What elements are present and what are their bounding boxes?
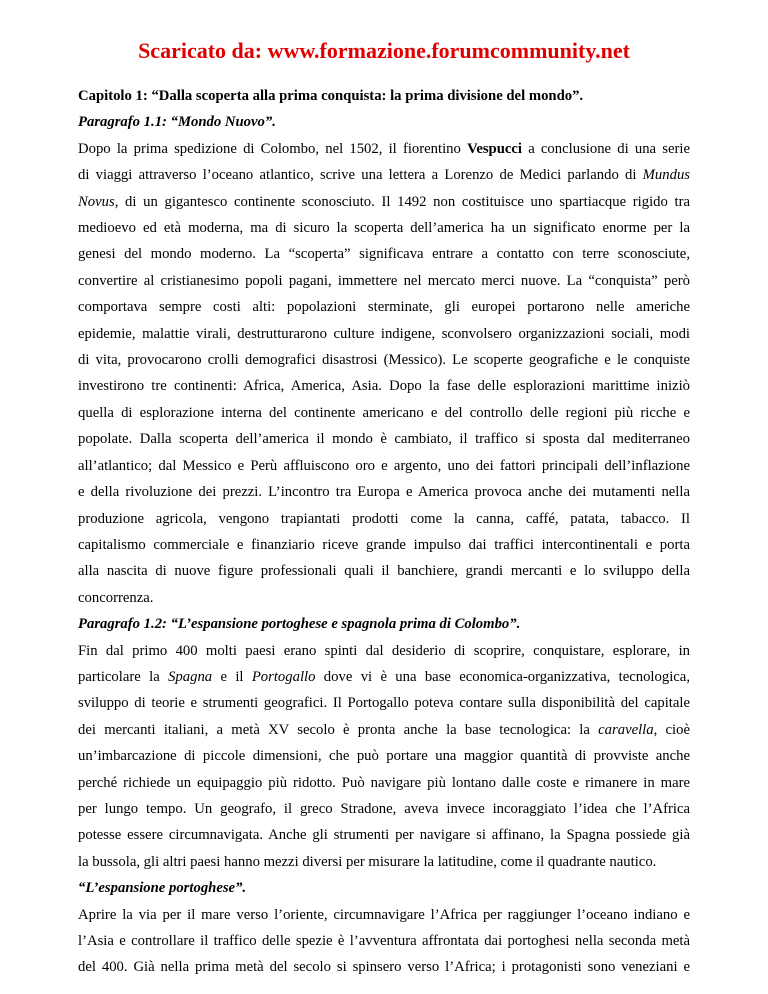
text-line: concorrenza. bbox=[78, 589, 154, 606]
text-line: sviluppo di teorie e strumenti geografici. Il Portogallo poteva contare sulla disponibilità del capitale bbox=[78, 695, 690, 712]
text-line: popolate. Dalla scoperta dell’america il mondo è cambiato, il traffico si sposta dal mediterraneo bbox=[78, 431, 690, 448]
text-line: la bussola, gli altri paesi hanno mezzi diversi per misurare la latitudine, come il quadrante nautico. bbox=[78, 853, 657, 870]
text-line: per lungo tempo. Un geografo, il greco Stradone, aveva invece incoraggiato l’idea che l’Africa bbox=[78, 800, 690, 817]
text-run: e il bbox=[212, 668, 252, 685]
text-line: Fin dal primo 400 molti paesi erano spinti dal desiderio di scoprire, conquistare, esplorare, in bbox=[78, 642, 690, 659]
text-run: , cioè bbox=[653, 721, 690, 738]
text-line: genesi del mondo moderno. La “scoperta” significava entrare a contatto con terre sconosciute, bbox=[78, 246, 690, 263]
text-line: l’Asia e controllare il traffico delle spezie è l’avventura affrontata dai portoghesi nella seconda metà bbox=[78, 933, 690, 949]
text-run-italic: Mundus bbox=[642, 167, 690, 184]
text-line: e della rivoluzione dei prezzi. L’incontro tra Europa e America provoca anche dei mutamenti nella bbox=[78, 484, 690, 501]
text-line: investirono tre continenti: Africa, America, Asia. Dopo la fase delle esplorazioni marittime iniziò bbox=[78, 378, 690, 395]
paragraph-body bbox=[78, 136, 690, 611]
text-run-italic: Spagna bbox=[168, 668, 213, 685]
paragraph-body bbox=[78, 638, 690, 876]
text-run: di viaggi attraverso l’oceano atlantico, scrive una lettera a Lorenzo de Medici parlando di bbox=[78, 167, 643, 184]
text-run: particolare la bbox=[78, 668, 169, 685]
source-header: Scaricato da: www.formazione.forumcommunity.net bbox=[138, 38, 630, 63]
text-line bbox=[78, 189, 690, 215]
text-line: medioevo ed età moderna, ma di sicuro la scoperta dell’america ha un significato enorme per la bbox=[78, 220, 690, 237]
text-run: dei mercanti italiani, a metà XV secolo è pronta anche la base tecnologica: la bbox=[78, 721, 599, 738]
text-line: un’imbarcazione di piccole dimensioni, che può portare una maggior quantità di provviste anche bbox=[78, 748, 690, 765]
text-run-italic: Novus bbox=[78, 193, 115, 210]
text-run: a conclusione di una serie bbox=[522, 140, 690, 157]
text-line bbox=[78, 136, 690, 162]
text-line bbox=[78, 717, 690, 743]
text-line: alla nascita di nuove figure professionali quali il banchiere, grandi mercanti e lo sviluppo della bbox=[78, 563, 690, 580]
text-line: del 400. Già nella prima metà del secolo si spinsero verso l’Africa; i protagonisti sono veneziani e bbox=[78, 959, 690, 976]
paragraph-heading: Paragrafo 1.2: “L’espansione portoghese e spagnola prima di Colombo”. bbox=[78, 616, 521, 633]
text-run-bold: Vespucci bbox=[467, 140, 523, 157]
text-line bbox=[78, 162, 690, 188]
chapter-title: Capitolo 1: “Dalla scoperta alla prima conquista: la prima divisione del mondo”. bbox=[78, 88, 584, 104]
paragraph-body bbox=[78, 902, 690, 981]
text-line: epidemie, malattie virali, destrutturarono culture indigene, sconvolsero organizzazioni sociali, modi bbox=[78, 325, 690, 342]
text-line: produzione agricola, vengono trapiantati prodotti come la canna, caffé, patata, tabacco. Il bbox=[78, 510, 690, 527]
text-line: capitalismo commerciale e finanziario riceve grande impulso dai traffici intercontinentali e porta bbox=[78, 536, 690, 553]
paragraph-heading: Paragrafo 1.1: “Mondo Nuovo”. bbox=[78, 114, 276, 131]
text-line: di vita, provocarono crolli demografici disastrosi (Messico). Le scoperte geografiche e le conquiste bbox=[78, 352, 690, 369]
text-line bbox=[78, 664, 690, 690]
text-run-italic: caravella bbox=[598, 721, 654, 738]
text-line: perché richiede un equipaggio più ridotto. Può navigare più lontano dalle coste e rimanere in mare bbox=[78, 774, 690, 791]
text-run-italic: Portogallo bbox=[251, 668, 316, 685]
text-run: , di un gigantesco continente sconosciuto. Il 1492 non costituisce uno spartiacque rigido tra bbox=[114, 193, 690, 210]
text-line: Aprire la via per il mare verso l’oriente, circumnavigare l’Africa per raggiunger l’oceano indiano e bbox=[78, 906, 690, 923]
paragraph-heading: “L’espansione portoghese”. bbox=[78, 880, 247, 897]
text-run: Dopo la prima spedizione di Colombo, nel 1502, il fiorentino bbox=[78, 140, 468, 157]
text-run: dove vi è una base economica-organizzativa, tecnologica, bbox=[315, 668, 690, 685]
text-line: potesse essere circumnavigata. Anche gli strumenti per navigare si affinano, la Spagna possiede già bbox=[78, 827, 690, 844]
text-line: convertire al cristianesimo popoli pagani, immettere nel mercato merci nuove. La “conquista” però bbox=[78, 272, 690, 289]
text-line: quella di esplorazione interna del continente americano e del controllo delle regioni più ricche e bbox=[78, 404, 690, 421]
text-line: comportava sempre costi alti: popolazioni sterminate, gli europei portarono nelle americhe bbox=[78, 299, 690, 316]
text-line: all’atlantico; dal Messico e Perù affluiscono oro e argento, uno dei fattori principali dell’inflazione bbox=[78, 457, 690, 474]
